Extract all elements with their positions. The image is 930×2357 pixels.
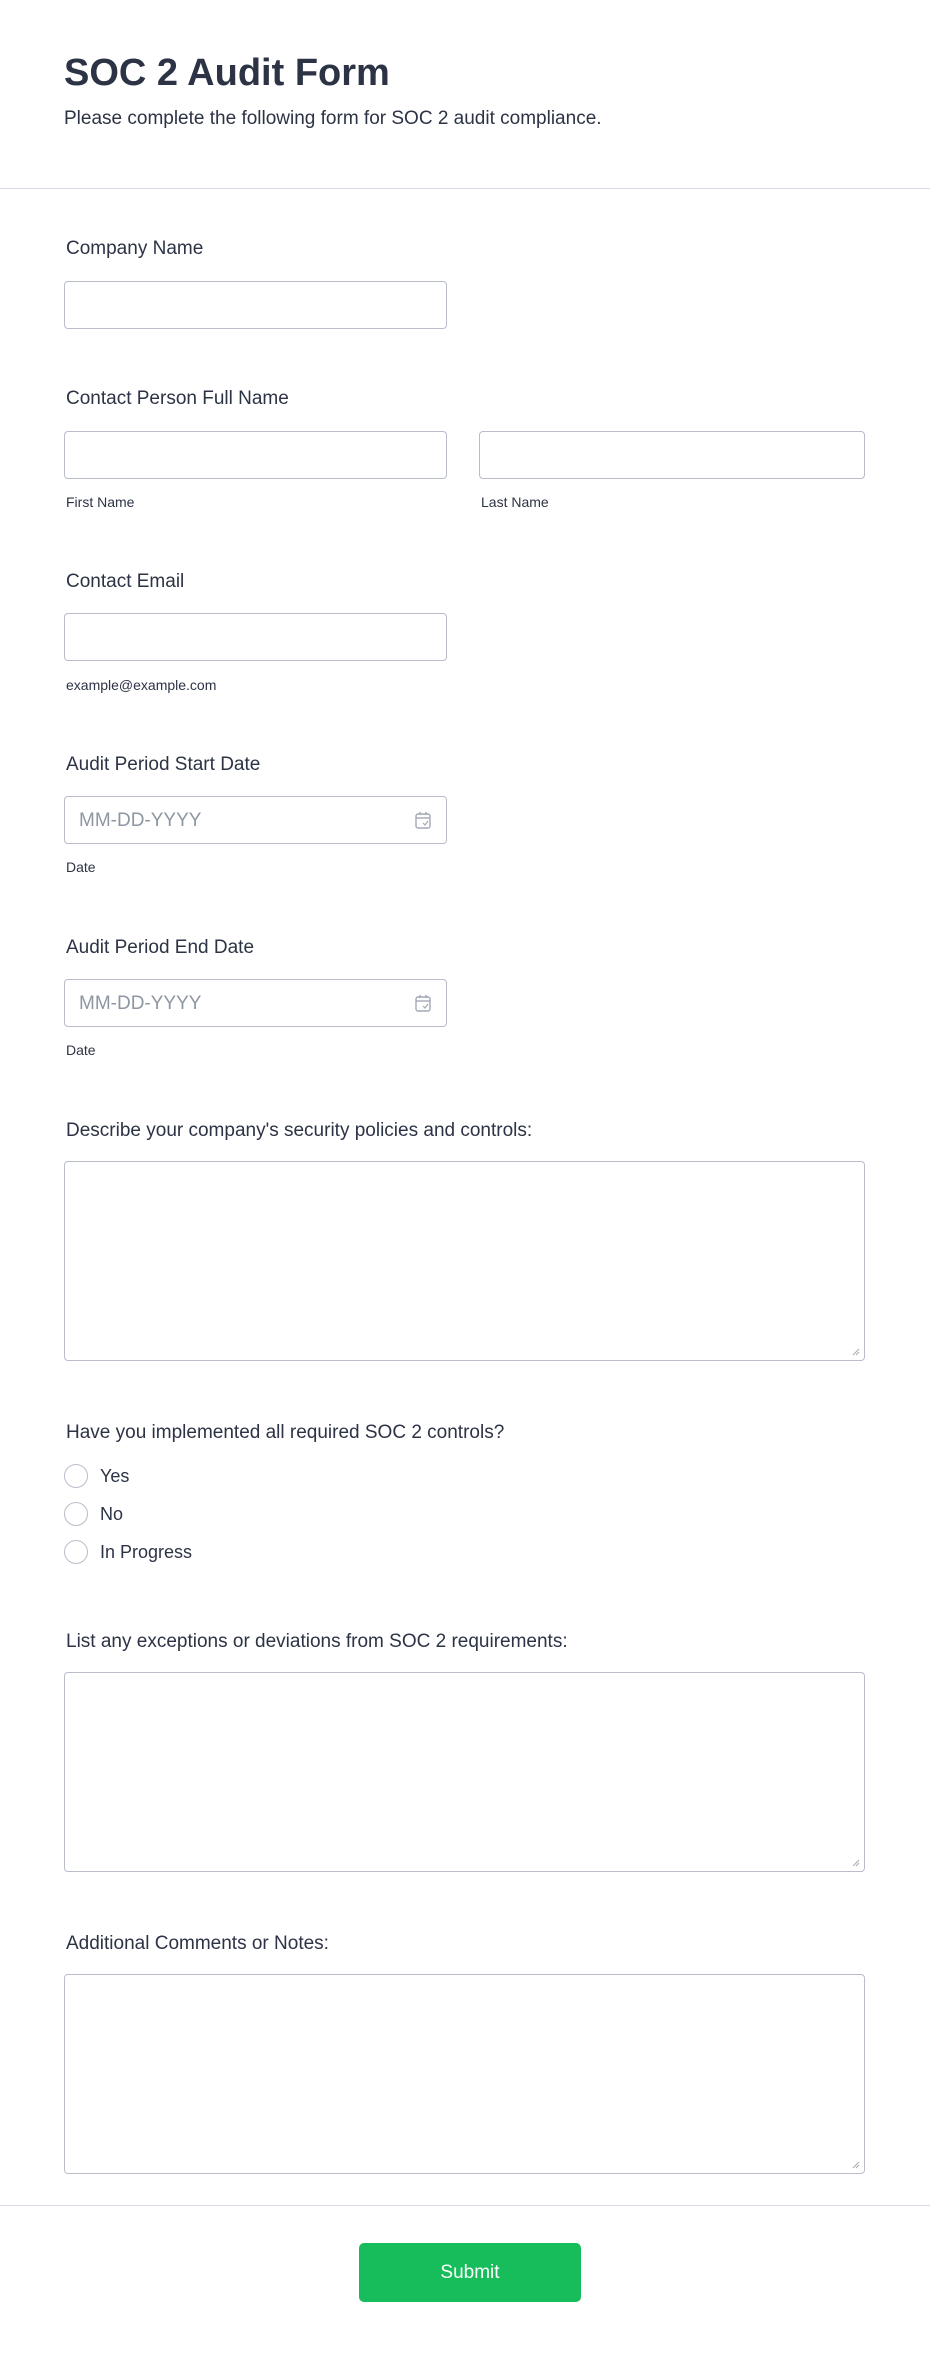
- header-divider: [0, 188, 930, 189]
- resize-grip-icon[interactable]: [852, 1859, 860, 1867]
- radio-circle[interactable]: [64, 1540, 88, 1564]
- contact-email-sublabel: example@example.com: [66, 677, 217, 693]
- radio-label: In Progress: [100, 1541, 193, 1562]
- start-date-placeholder: MM-DD-YYYY: [79, 810, 202, 831]
- end-date-input[interactable]: [64, 979, 447, 1027]
- radio-label: No: [100, 1503, 124, 1524]
- end-date-placeholder: MM-DD-YYYY: [79, 993, 202, 1014]
- security-policies-label: Describe your company's security policies and controls:: [66, 1120, 533, 1141]
- page-subtitle: Please complete the following form for SOC 2 audit compliance.: [64, 108, 602, 129]
- last-name-input[interactable]: [479, 431, 865, 479]
- page-title: SOC 2 Audit Form: [64, 52, 390, 94]
- comments-label: Additional Comments or Notes:: [66, 1933, 329, 1954]
- radio-circle[interactable]: [64, 1464, 88, 1488]
- start-date-label: Audit Period Start Date: [66, 754, 261, 775]
- first-name-sublabel: First Name: [66, 494, 135, 510]
- radio-circle[interactable]: [64, 1502, 88, 1526]
- submit-button[interactable]: Submit: [359, 2243, 581, 2302]
- exceptions-textarea[interactable]: [64, 1672, 865, 1872]
- controls-implemented-label: Have you implemented all required SOC 2 controls?: [66, 1422, 505, 1443]
- contact-email-input[interactable]: [64, 613, 447, 661]
- radio-option-yes[interactable]: [64, 1464, 129, 1488]
- last-name-sublabel: Last Name: [481, 494, 549, 510]
- resize-grip-icon[interactable]: [852, 2161, 860, 2169]
- start-date-sublabel: Date: [66, 859, 96, 875]
- contact-person-label: Contact Person Full Name: [66, 388, 289, 409]
- contact-email-label: Contact Email: [66, 571, 185, 592]
- start-date-input[interactable]: [64, 796, 447, 844]
- comments-textarea[interactable]: [64, 1974, 865, 2174]
- calendar-icon[interactable]: [414, 993, 432, 1013]
- radio-label: Yes: [100, 1465, 130, 1486]
- end-date-sublabel: Date: [66, 1042, 96, 1058]
- first-name-input[interactable]: [64, 431, 447, 479]
- footer-divider: [0, 2205, 930, 2206]
- company-name-input[interactable]: [64, 281, 447, 329]
- security-policies-textarea[interactable]: [64, 1161, 865, 1361]
- radio-option-in-progress[interactable]: [64, 1540, 192, 1564]
- end-date-label: Audit Period End Date: [66, 937, 255, 958]
- resize-grip-icon[interactable]: [852, 1348, 860, 1356]
- calendar-icon[interactable]: [414, 810, 432, 830]
- company-name-label: Company Name: [66, 238, 204, 259]
- radio-option-no[interactable]: [64, 1502, 123, 1526]
- exceptions-label: List any exceptions or deviations from SOC 2 requirements:: [66, 1631, 568, 1652]
